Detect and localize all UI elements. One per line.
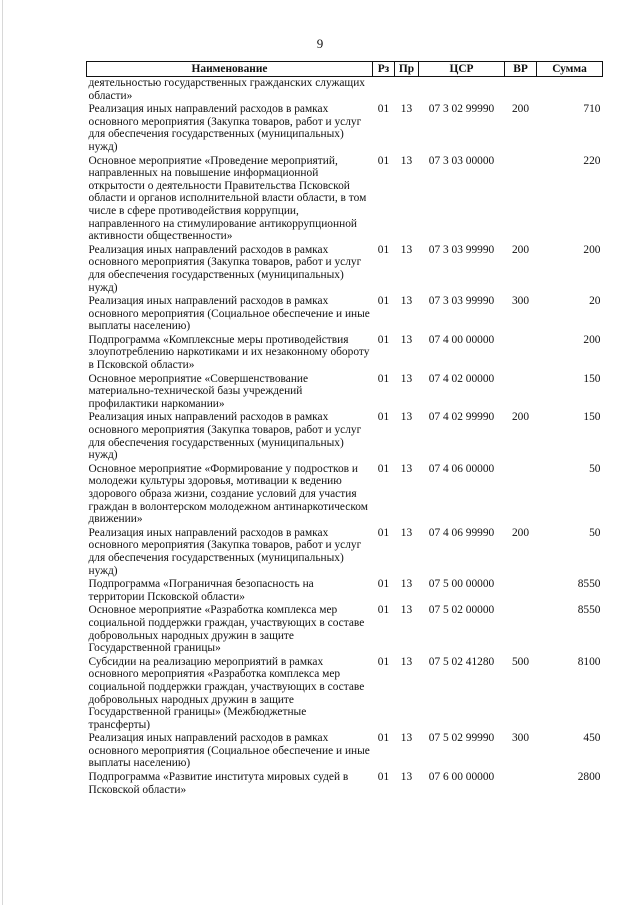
row-rz: 01 bbox=[377, 154, 390, 167]
row-vr: 300 bbox=[511, 732, 530, 745]
row-vr: 200 bbox=[511, 243, 530, 256]
row-rz: 01 bbox=[377, 333, 390, 346]
row-pr: 13 bbox=[400, 655, 413, 668]
row-name: Реализация иных направлений расходов в рамках основного мероприятия (Закупка товаров, работ и услуг для обеспечения государственных (муниципальных) нужд) bbox=[88, 411, 362, 462]
row-csr: 07 5 00 00000 bbox=[428, 578, 495, 591]
row-vr bbox=[505, 604, 537, 655]
row-name: Основное мероприятие «Совершенствование материально-технической базы учреждений профилактики наркомании» bbox=[88, 372, 309, 410]
scan-edge-line bbox=[2, 0, 3, 905]
table-row bbox=[87, 244, 603, 295]
table-row bbox=[87, 411, 603, 462]
header-csr: ЦСР bbox=[419, 62, 505, 77]
row-csr bbox=[419, 77, 505, 104]
row-sum: 200 bbox=[583, 243, 601, 256]
row-vr bbox=[505, 334, 537, 373]
row-rz: 01 bbox=[377, 411, 390, 424]
header-sum: Сумма bbox=[537, 62, 603, 77]
table-row bbox=[87, 656, 603, 733]
row-vr bbox=[505, 771, 537, 797]
row-vr bbox=[505, 463, 537, 527]
table-row bbox=[87, 103, 603, 154]
row-name: Основное мероприятие «Разработка комплекса мер социальной поддержки граждан, участвующих в составе добровольных народных дружин в защите Государственной границы» bbox=[88, 604, 365, 655]
row-vr bbox=[505, 155, 537, 244]
row-rz bbox=[373, 77, 395, 104]
row-sum: 2800 bbox=[577, 771, 601, 784]
row-csr: 07 4 06 00000 bbox=[428, 462, 495, 475]
row-pr: 13 bbox=[400, 411, 413, 424]
row-name: Подпрограмма «Пограничная безопасность на территории Псковской области» bbox=[88, 578, 314, 603]
row-pr: 13 bbox=[400, 295, 413, 308]
row-rz: 01 bbox=[377, 732, 390, 745]
row-rz: 01 bbox=[377, 295, 390, 308]
header-vr: ВР bbox=[505, 62, 537, 77]
row-csr: 07 6 00 00000 bbox=[428, 771, 495, 784]
table-body bbox=[87, 77, 603, 798]
header-pr: Пр bbox=[395, 62, 419, 77]
row-sum: 8100 bbox=[577, 655, 601, 668]
table-row bbox=[87, 155, 603, 244]
row-csr: 07 3 02 99990 bbox=[428, 103, 495, 116]
table-row bbox=[87, 334, 603, 373]
row-sum: 220 bbox=[583, 154, 601, 167]
row-pr: 13 bbox=[400, 578, 413, 591]
row-csr: 07 4 06 99990 bbox=[428, 526, 495, 539]
row-pr bbox=[395, 77, 419, 104]
row-name: Реализация иных направлений расходов в рамках основного мероприятия (Закупка товаров, работ и услуг для обеспечения государственных (муниципальных) нужд) bbox=[88, 243, 362, 294]
row-vr: 500 bbox=[511, 655, 530, 668]
row-pr: 13 bbox=[400, 604, 413, 617]
row-sum: 8550 bbox=[577, 604, 601, 617]
row-pr: 13 bbox=[400, 732, 413, 745]
row-name: Подпрограмма «Комплексные меры противодействия злоупотреблению наркотиками и их незаконному обороту в Псковской области» bbox=[88, 333, 370, 372]
row-rz: 01 bbox=[377, 526, 390, 539]
row-rz: 01 bbox=[377, 578, 390, 591]
header-row bbox=[87, 62, 603, 77]
row-csr: 07 3 03 99990 bbox=[428, 295, 495, 308]
row-rz: 01 bbox=[377, 655, 390, 668]
row-pr: 13 bbox=[400, 771, 413, 784]
row-pr: 13 bbox=[400, 103, 413, 116]
row-name: Реализация иных направлений расходов в рамках основного мероприятия (Закупка товаров, работ и услуг для обеспечения государственных (муниципальных) нужд) bbox=[88, 526, 362, 577]
row-vr: 200 bbox=[511, 103, 530, 116]
row-sum: 20 bbox=[589, 295, 601, 308]
row-pr: 13 bbox=[400, 333, 413, 346]
row-vr bbox=[505, 77, 537, 104]
row-csr: 07 5 02 99990 bbox=[428, 732, 495, 745]
row-csr: 07 3 03 99990 bbox=[428, 243, 495, 256]
header-name: Наименование bbox=[87, 62, 373, 77]
row-rz: 01 bbox=[377, 462, 390, 475]
row-sum: 50 bbox=[589, 526, 601, 539]
row-sum: 200 bbox=[583, 333, 601, 346]
row-sum: 150 bbox=[583, 411, 601, 424]
row-vr bbox=[505, 578, 537, 604]
row-sum: 50 bbox=[589, 462, 601, 475]
row-sum bbox=[537, 77, 603, 104]
table-header bbox=[87, 62, 603, 77]
row-csr: 07 5 02 41280 bbox=[428, 655, 495, 668]
row-csr: 07 4 02 99990 bbox=[428, 411, 495, 424]
row-name: Основное мероприятие «Формирование у подростков и молодежи культуры здоровья, мотивации к ведению здорового образа жизни, создание условий для участия граждан в волонтерском молодежном антинаркотическом движении» bbox=[88, 462, 368, 526]
table-row bbox=[87, 604, 603, 655]
row-csr: 07 3 03 00000 bbox=[428, 154, 495, 167]
row-csr: 07 4 02 00000 bbox=[428, 372, 495, 385]
row-sum: 150 bbox=[583, 372, 601, 385]
budget-table bbox=[86, 61, 603, 797]
row-sum: 8550 bbox=[577, 578, 601, 591]
row-rz: 01 bbox=[377, 604, 390, 617]
row-pr: 13 bbox=[400, 526, 413, 539]
row-name: Подпрограмма «Развитие института мировых судей в Псковской области» bbox=[88, 771, 349, 796]
row-sum: 710 bbox=[583, 103, 601, 116]
table-row bbox=[87, 77, 603, 104]
row-name: Основное мероприятие «Проведение мероприятий, направленных на повышение информационной открытости о деятельности Правительства Псковской области и органов исполнительной власти области, в том числе в сфере противодействия коррупции, направленного на стимулирование антикоррупционной активности общественности» bbox=[88, 154, 367, 243]
row-rz: 01 bbox=[377, 243, 390, 256]
table-row bbox=[87, 373, 603, 412]
row-name: Реализация иных направлений расходов в рамках основного мероприятия (Социальное обеспечение и иные выплаты населению) bbox=[88, 732, 370, 770]
row-pr: 13 bbox=[400, 243, 413, 256]
row-rz: 01 bbox=[377, 372, 390, 385]
header-rz: Рз bbox=[373, 62, 395, 77]
row-vr: 200 bbox=[511, 411, 530, 424]
row-csr: 07 4 00 00000 bbox=[428, 333, 495, 346]
row-vr: 200 bbox=[511, 526, 530, 539]
row-pr: 13 bbox=[400, 462, 413, 475]
row-pr: 13 bbox=[400, 154, 413, 167]
row-vr bbox=[505, 373, 537, 412]
row-rz: 01 bbox=[377, 103, 390, 116]
table-row bbox=[87, 295, 603, 334]
table-row bbox=[87, 732, 603, 771]
row-pr: 13 bbox=[400, 372, 413, 385]
row-csr: 07 5 02 00000 bbox=[428, 604, 495, 617]
row-name: Реализация иных направлений расходов в рамках основного мероприятия (Закупка товаров, работ и услуг для обеспечения государственных (муниципальных) нужд) bbox=[88, 103, 362, 153]
row-sum: 450 bbox=[583, 732, 601, 745]
table-row bbox=[87, 771, 603, 797]
page-number: 9 bbox=[316, 36, 324, 51]
table-row bbox=[87, 578, 603, 604]
table-row bbox=[87, 527, 603, 578]
row-name: Реализация иных направлений расходов в рамках основного мероприятия (Социальное обеспечение и иные выплаты населению) bbox=[88, 295, 370, 333]
row-vr: 300 bbox=[511, 295, 530, 308]
row-rz: 01 bbox=[377, 771, 390, 784]
table-row bbox=[87, 463, 603, 527]
row-name: деятельностью государственных гражданских служащих области» bbox=[88, 77, 365, 102]
row-name: Субсидии на реализацию мероприятий в рамках основного мероприятия «Разработка комплекса мер социальной поддержки граждан, участвующих в составе добровольных народных дружин в защите Государственной границы» (Межбюджетные трансферты) bbox=[88, 655, 365, 731]
